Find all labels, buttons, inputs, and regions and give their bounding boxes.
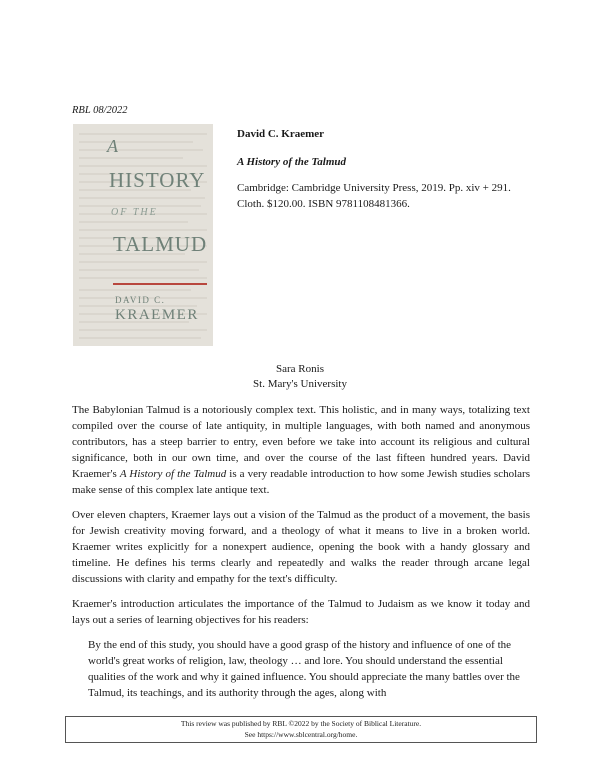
review-body [72, 402, 530, 701]
issue-label: RBL 08/2022 [72, 105, 128, 116]
reviewer-affiliation: St. Mary's University [253, 378, 347, 390]
reviewer-name: Sara Ronis [276, 363, 324, 375]
book-title: A History of the Talmud [237, 156, 347, 168]
footer-link-line: See https://www.sblcentral.org/home. [244, 730, 358, 739]
cover-author-first: DAVID C. [115, 295, 166, 305]
paragraph-1 [72, 402, 530, 498]
book-author: David C. Kraemer [237, 128, 325, 140]
paragraph-2: Over eleven chapters, Kraemer lays out a vision of the Talmud as the product of a movement, the basis for Jewish creativity moving forward, and a theology of what it means to live in a broken world. Kraemer writes explicitly for a nonexpert audience, opening the book with a handy glossary and timeline. He defines his terms clearly and repeatedly and walks the reader through arcane legal discussions with clarity and empathy for the text's difficulty. [72, 509, 530, 585]
paragraph-1-end: is a very readable introduction to how some Jewish studies scholars make sense of this complex late antique text. [72, 468, 530, 496]
cover-title-of-the: OF THE [111, 207, 158, 218]
copyright-footer [65, 716, 537, 743]
cover-title-talmud: TALMUD [113, 232, 208, 256]
cover-divider [113, 283, 207, 285]
book-cover-image [73, 124, 213, 346]
footer-copyright-line: This review was published by RBL ©2022 by the Society of Biblical Literature. [180, 719, 422, 728]
block-quote: By the end of this study, you should have a good grasp of the history and influence of one of the world's great works of religion, law, theology … and lore. You should understand the essential qualities of the work and why it gained influence. You should appreciate the many battles over the Talmud, its teachings, and its authority through the ages, along with [88, 639, 520, 699]
paragraph-1-start: The Babylonian Talmud is a notoriously complex text. This holistic, and in many ways, totalizing text compiled over the course of late antiquity, in multiple languages, with both named and anonymous contributors, has a steep barrier to entry, even before we take into account its religious and cultural significance, both in our own time, and over the course of the last fifteen hundred years. David Kraemer's [72, 404, 530, 480]
reviewer-block [0, 362, 600, 392]
paragraph-1-book-title: A History of the Talmud [119, 468, 227, 480]
cover-title-history: HISTORY [109, 168, 206, 192]
book-publication-details: Cambridge: Cambridge University Press, 2019. Pp. xiv + 291. Cloth. $120.00. ISBN 9781108481366. [237, 182, 511, 210]
paragraph-3: Kraemer's introduction articulates the importance of the Talmud to Judaism as we know it today and lays out a series of learning objectives for his readers: [72, 598, 530, 626]
cover-author-last: KRAEMER [115, 307, 199, 323]
book-metadata [237, 126, 537, 212]
cover-title-article: A [107, 136, 119, 156]
